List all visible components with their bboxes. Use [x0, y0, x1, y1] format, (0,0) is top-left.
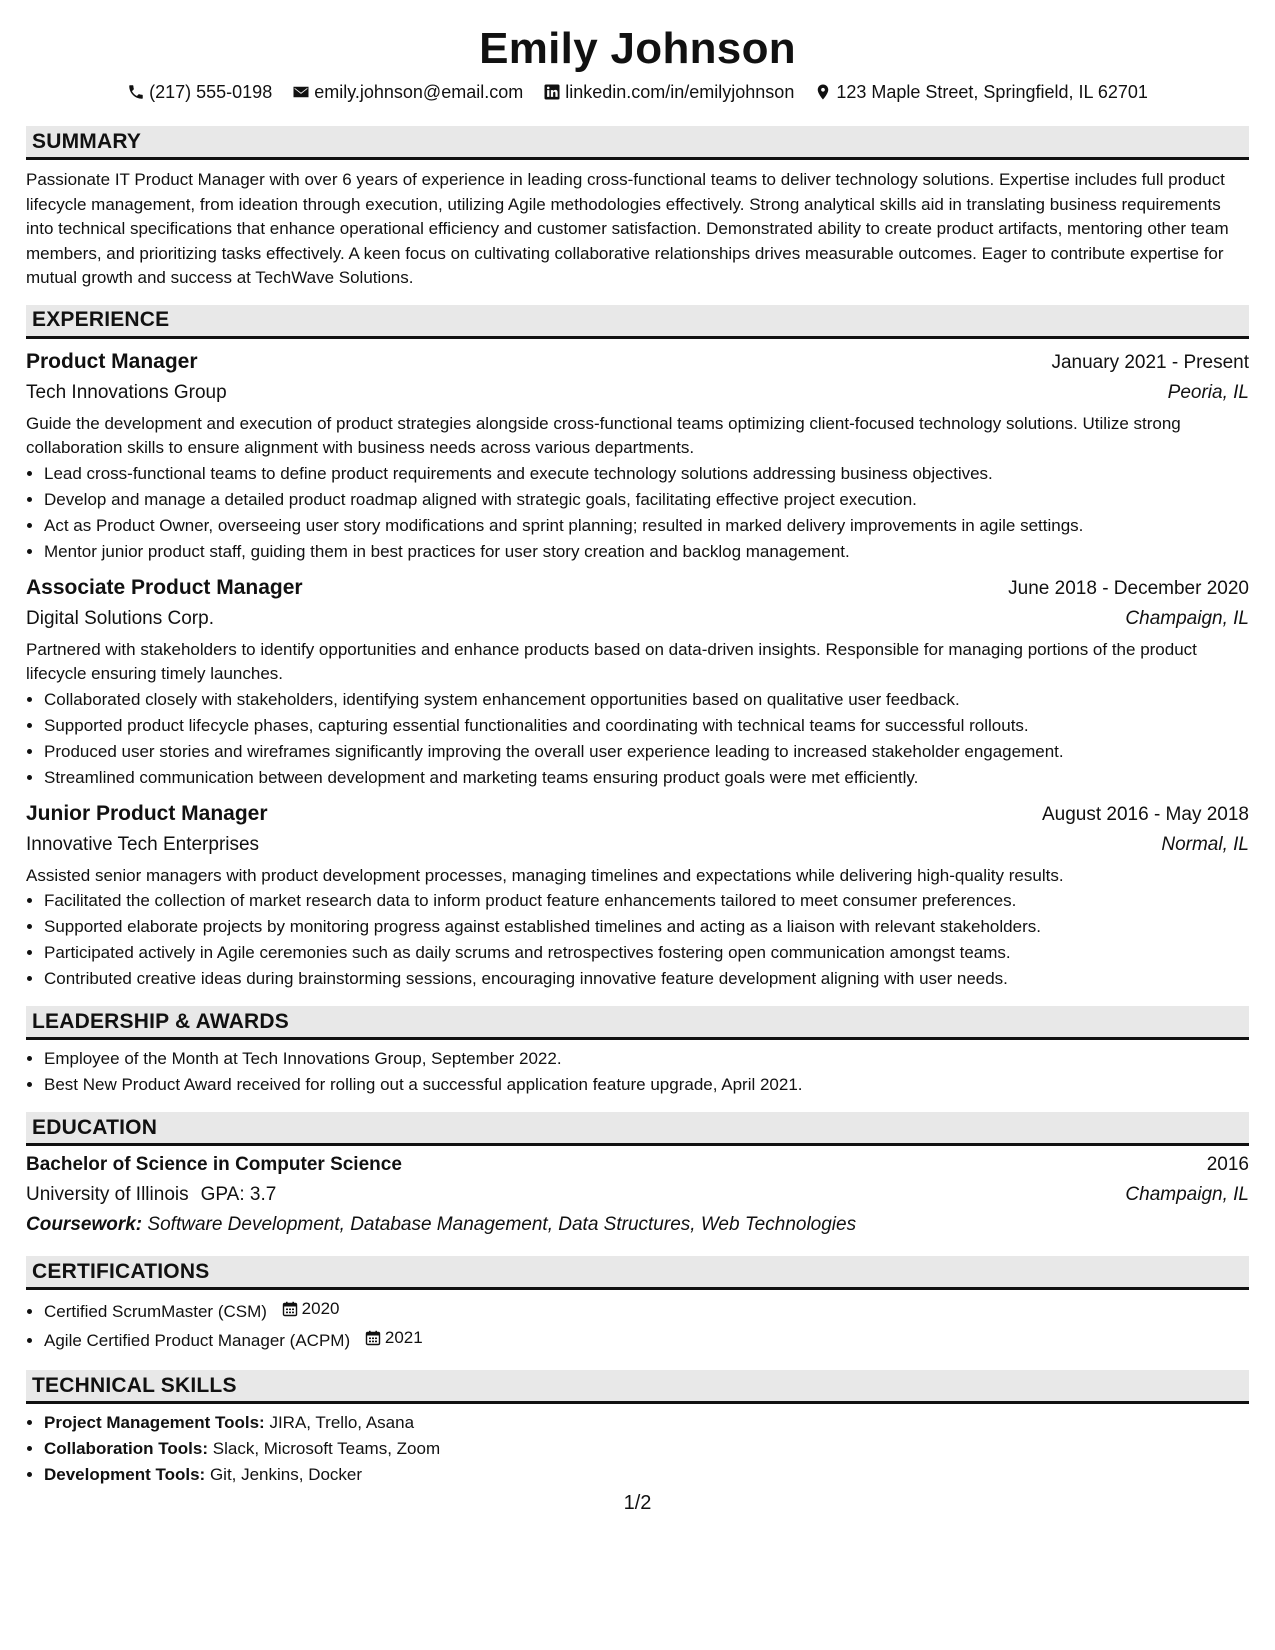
experience-section	[26, 305, 1249, 993]
cert-year: 2021	[384, 1328, 423, 1347]
phone-text: (217) 555-0198	[149, 82, 273, 102]
coursework-list: Software Development, Database Management, Data Structures, Web Technologies	[147, 1214, 857, 1235]
job-title: Junior Product Manager	[26, 801, 268, 825]
graduation-year: 2016	[1206, 1154, 1249, 1175]
education-section	[26, 1112, 1249, 1240]
list-item: • Contributed creative ideas during brainstorming sessions, encouraging innovative feature development aligning with user needs.	[44, 966, 1249, 992]
job-dates: June 2018 - December 2020	[1008, 577, 1249, 599]
skill-label: Project Management Tools:	[44, 1413, 265, 1432]
skill-value: Git, Jenkins, Docker	[209, 1465, 363, 1484]
job-description: Partnered with stakeholders to identify opportunities and enhance products based on data-driven insights. Responsible for managing portions of the product lifecycle ensuring timely launches.	[26, 639, 1197, 683]
calendar-icon	[282, 1301, 298, 1317]
degree-title: Bachelor of Science in Computer Science	[26, 1154, 402, 1175]
school-location: Champaign, IL	[1125, 1184, 1249, 1205]
coursework	[26, 1210, 1249, 1240]
job-company: Innovative Tech Enterprises	[26, 833, 260, 855]
skill-value: JIRA, Trello, Asana	[269, 1413, 415, 1432]
job-description: Guide the development and execution of product strategies alongside cross-functional teams optimizing client-focused technology solutions. Utilize strong collaboration skills to ensure alignment with business needs across various departments.	[26, 413, 1181, 457]
candidate-name: Emily Johnson	[479, 24, 796, 73]
job-location: Champaign, IL	[1125, 607, 1249, 629]
job-title: Product Manager	[26, 349, 198, 373]
list-item	[44, 1410, 1249, 1436]
job-title: Associate Product Manager	[26, 575, 303, 599]
job-dates: January 2021 - Present	[1051, 351, 1249, 373]
skill-label: Development Tools:	[44, 1465, 206, 1484]
list-item: • Supported product lifecycle phases, capturing essential functionalities and coordinating with technical teams for successful rollouts.	[44, 713, 1249, 739]
section-heading: SUMMARY	[26, 126, 1249, 160]
list-item: • Best New Product Award received for rolling out a successful application feature upgrade, April 2021.	[44, 1072, 1249, 1098]
list-item: • Facilitated the collection of market research data to inform product feature enhancements tailored to meet consumer preferences.	[44, 888, 1249, 914]
calendar-icon	[365, 1330, 381, 1346]
resume-page	[26, 20, 1249, 1488]
list-item: • Collaborated closely with stakeholders, identifying system enhancement opportunities based on qualitative user feedback.	[44, 687, 1249, 713]
list-item: • Lead cross-functional teams to define product requirements and execute technology solutions addressing business objectives.	[44, 461, 1249, 487]
list-item	[44, 1325, 1249, 1354]
contact-phone	[127, 80, 272, 104]
skills-section	[26, 1370, 1249, 1488]
summary-text: Passionate IT Product Manager with over 6 years of experience in leading cross-functional teams to deliver technology solutions. Expertise includes full product lifecycle management, from ideation through execution, utilizing Agile methodologies effectively. Strong analytical skills aid in translating business requirements into technical specifications that enhance operational efficiency and customer satisfaction. Demonstrated ability to create product artifacts, mentoring other team members, and prioritizing tasks effectively. A keen focus on cultivating collaborative relationships drives measurable outcomes. Eager to contribute expertise for mutual growth and success at TechWave Solutions.	[26, 170, 1229, 287]
section-heading: TECHNICAL SKILLS	[26, 1370, 1249, 1404]
section-heading: EDUCATION	[26, 1112, 1249, 1146]
envelope-icon	[292, 83, 310, 101]
job-bullets	[26, 461, 1249, 565]
section-heading: EXPERIENCE	[26, 305, 1249, 339]
email-text[interactable]: emily.johnson@email.com	[314, 82, 524, 102]
contact-email[interactable]	[292, 80, 523, 104]
job-bullets	[26, 888, 1249, 992]
list-item	[44, 1462, 1249, 1488]
skill-label: Collaboration Tools:	[44, 1439, 209, 1458]
phone-icon	[127, 83, 145, 101]
list-item: • Develop and manage a detailed product roadmap aligned with strategic goals, facilitating effective project execution.	[44, 487, 1249, 513]
list-item: • Participated actively in Agile ceremonies such as daily scrums and retrospectives fostering open communication amongst teams.	[44, 940, 1249, 966]
awards-section	[26, 1006, 1249, 1098]
list-item: • Mentor junior product staff, guiding them in best practices for user story creation and backlog management.	[44, 539, 1249, 565]
job-dates: August 2016 - May 2018	[1041, 803, 1249, 825]
skills-list	[26, 1410, 1249, 1488]
section-heading: LEADERSHIP & AWARDS	[26, 1006, 1249, 1040]
job-description: Assisted senior managers with product development processes, managing timelines and expectations while delivering high-quality results.	[26, 865, 1064, 885]
job-company: Digital Solutions Corp.	[26, 607, 214, 629]
linkedin-icon	[543, 83, 561, 101]
list-item: • Employee of the Month at Tech Innovations Group, September 2022.	[44, 1046, 1249, 1072]
job-bullets	[26, 687, 1249, 791]
school-name: University of Illinois	[26, 1184, 189, 1205]
job-entry	[26, 347, 1249, 565]
address-text: 123 Maple Street, Springfield, IL 62701	[836, 82, 1148, 102]
awards-list	[26, 1046, 1249, 1098]
job-company: Tech Innovations Group	[26, 381, 227, 403]
summary-section	[26, 126, 1249, 291]
contact-address	[814, 80, 1148, 104]
certifications-section	[26, 1256, 1249, 1354]
skill-value: Slack, Microsoft Teams, Zoom	[212, 1439, 441, 1458]
cert-date	[282, 1296, 340, 1322]
cert-year: 2020	[301, 1299, 340, 1318]
contact-linkedin[interactable]	[543, 80, 794, 104]
cert-name: Agile Certified Product Manager (ACPM)	[44, 1331, 351, 1350]
map-pin-icon	[814, 83, 832, 101]
section-heading: CERTIFICATIONS	[26, 1256, 1249, 1290]
list-item	[44, 1296, 1249, 1325]
list-item	[44, 1436, 1249, 1462]
list-item: • Supported elaborate projects by monitoring progress against established timelines and acting as a liaison with relevant stakeholders.	[44, 914, 1249, 940]
cert-date	[365, 1325, 423, 1351]
job-location: Peoria, IL	[1167, 381, 1249, 403]
cert-name: Certified ScrumMaster (CSM)	[44, 1302, 267, 1321]
job-location: Normal, IL	[1161, 833, 1249, 855]
page-number: 1/2	[623, 1492, 652, 1514]
contact-bar	[26, 80, 1249, 104]
list-item: • Produced user stories and wireframes significantly improving the overall user experience leading to increased stakeholder engagement.	[44, 739, 1249, 765]
job-entry	[26, 799, 1249, 993]
certifications-list	[26, 1296, 1249, 1354]
job-entry	[26, 573, 1249, 791]
list-item: • Act as Product Owner, overseeing user story modifications and sprint planning; resulted in marked delivery improvements in agile settings.	[44, 513, 1249, 539]
coursework-label: Coursework:	[26, 1214, 143, 1235]
gpa: GPA: 3.7	[200, 1184, 277, 1205]
list-item: • Streamlined communication between development and marketing teams ensuring product goals were met efficiently.	[44, 765, 1249, 791]
linkedin-text[interactable]: linkedin.com/in/emilyjohnson	[565, 82, 795, 102]
